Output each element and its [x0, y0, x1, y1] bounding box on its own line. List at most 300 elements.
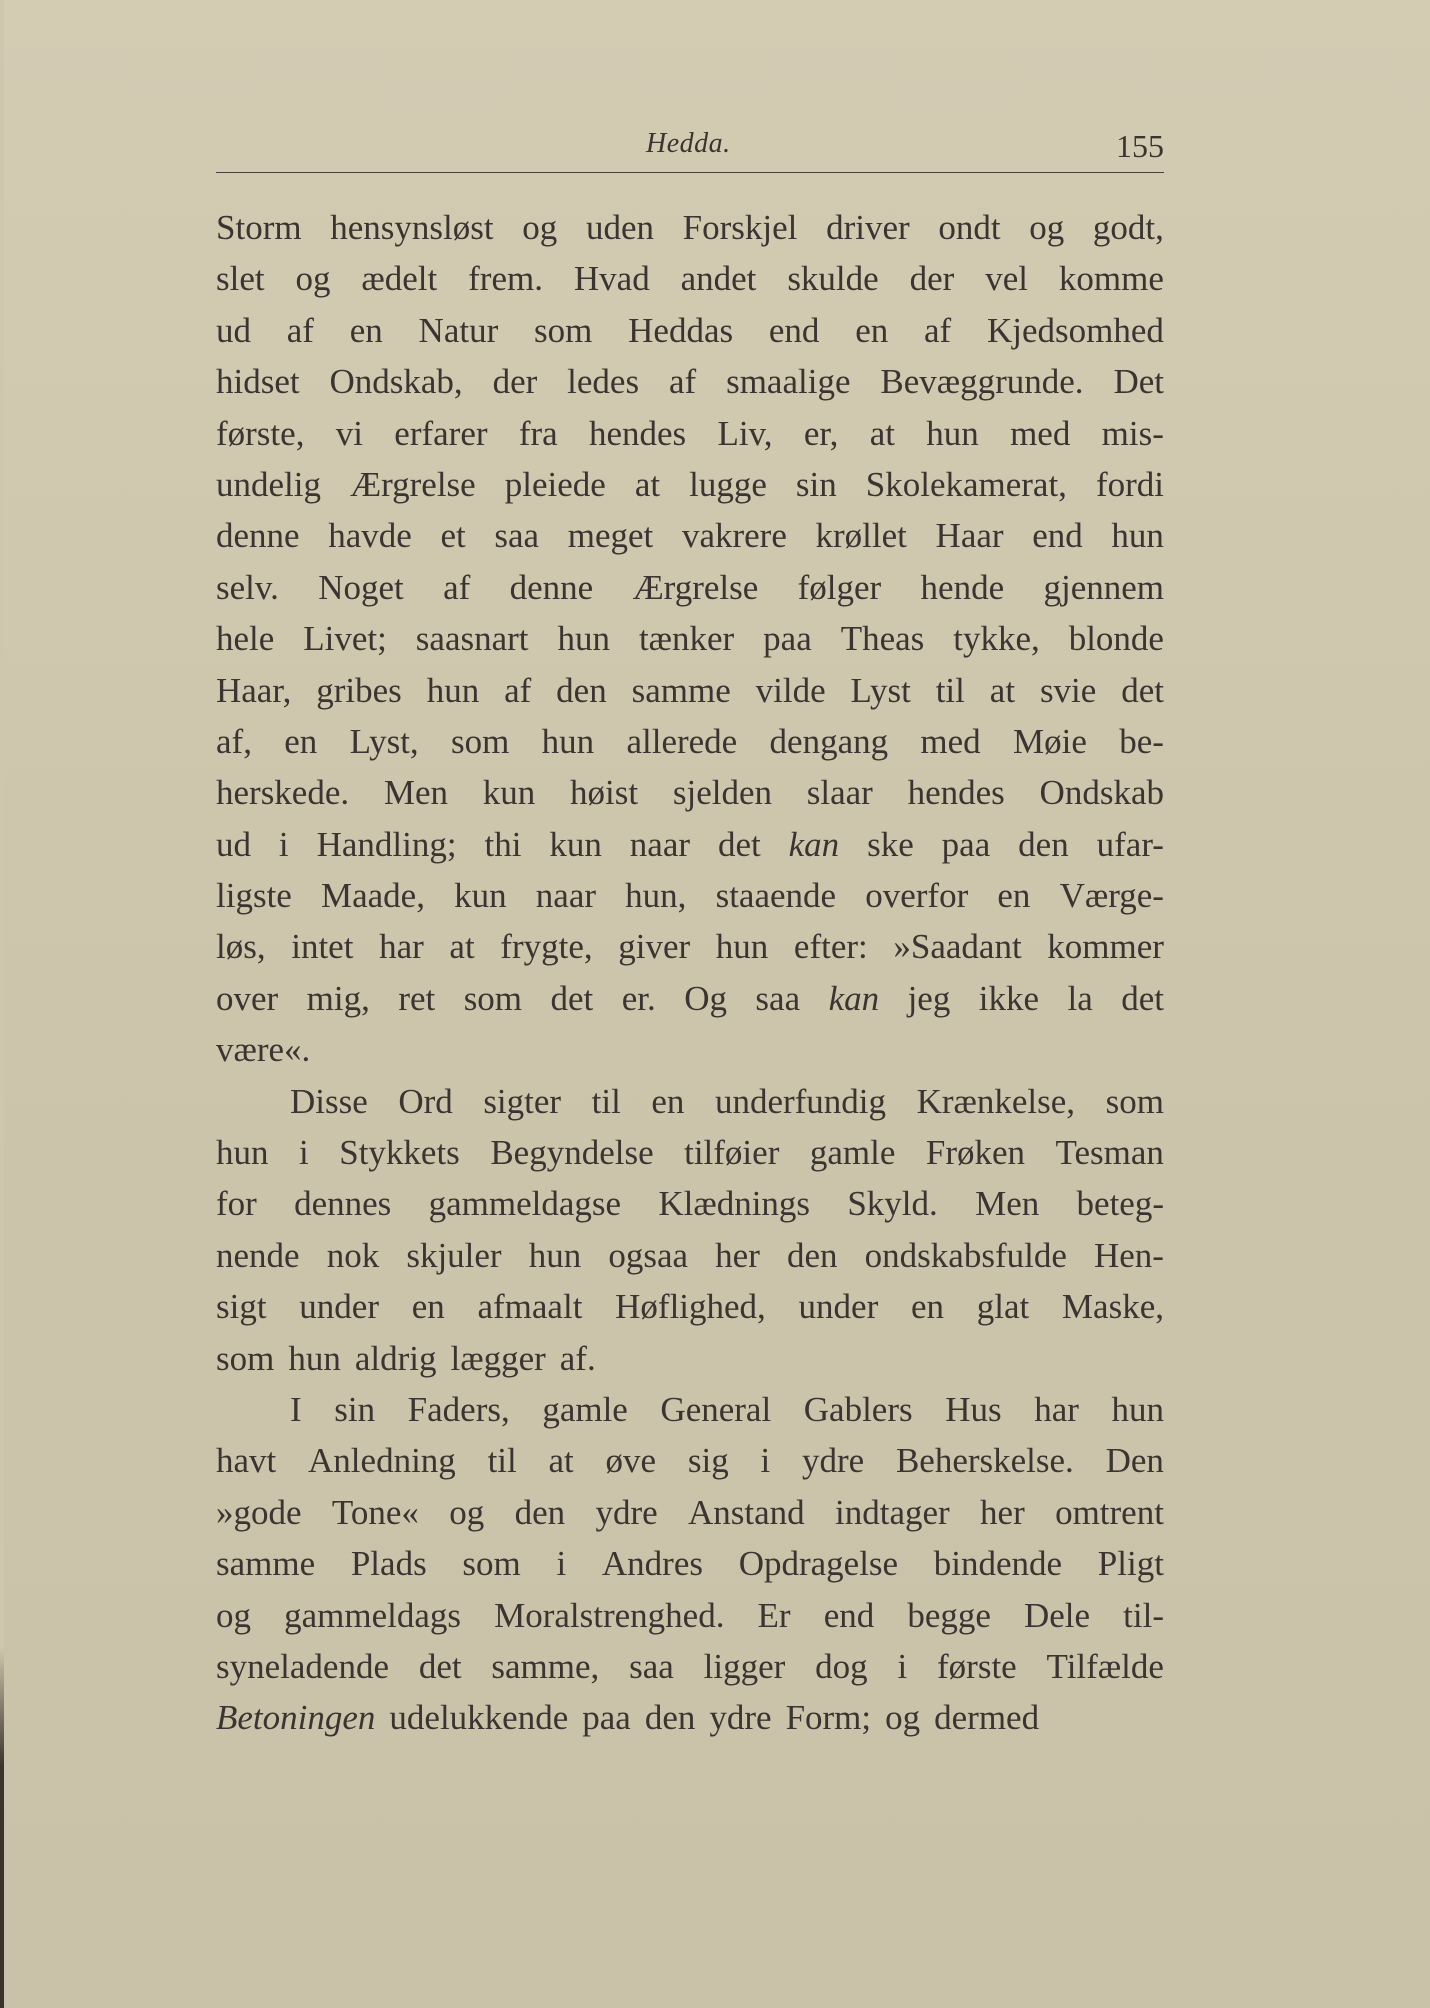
word: være«. [216, 1030, 311, 1070]
word: af. [559, 1338, 596, 1378]
word: godt, [1092, 208, 1164, 247]
word: driver [826, 208, 910, 247]
word: hun [926, 413, 979, 453]
word: saa [629, 1646, 674, 1686]
word: dog [815, 1646, 868, 1686]
word: gamle [809, 1133, 896, 1173]
word: kun [549, 824, 602, 864]
word: dennes [294, 1184, 392, 1224]
word: Maade, [320, 876, 425, 916]
word: ud [216, 824, 251, 864]
word: naar [535, 876, 597, 916]
text-line [216, 1590, 1164, 1641]
word: er, [803, 413, 839, 453]
word: Anledning [308, 1441, 456, 1481]
word: Handling; [316, 824, 457, 864]
word: Den [1105, 1441, 1164, 1481]
word: Natur [418, 310, 499, 350]
word: her [980, 1492, 1025, 1532]
word: allerede [626, 721, 738, 761]
word: for [216, 1184, 257, 1224]
word: til [591, 1081, 621, 1121]
word: Disse [290, 1081, 368, 1121]
word: Ord [398, 1081, 453, 1121]
word: underfundig [714, 1081, 887, 1121]
word: lugge [689, 464, 767, 504]
word: havde [328, 516, 412, 556]
word: en [910, 1287, 944, 1327]
word: hendes [907, 773, 1005, 813]
word: vilde [755, 670, 826, 710]
word: som [216, 1338, 275, 1378]
word: det [1121, 978, 1164, 1018]
word: lægger [450, 1338, 546, 1378]
word: be- [1119, 721, 1164, 761]
word: ufar- [1096, 824, 1164, 864]
word: I [290, 1389, 302, 1429]
word: fra [518, 413, 558, 453]
word: en [997, 876, 1031, 916]
word: Ondskab, [329, 362, 463, 402]
word: tilføier [684, 1133, 780, 1173]
word: paa [582, 1698, 631, 1738]
word: i [760, 1441, 771, 1481]
word: intet [291, 927, 354, 967]
word: ydre [709, 1698, 772, 1738]
text-line [216, 356, 1164, 407]
word: hensynsløst [330, 208, 494, 247]
word: bindende [933, 1544, 1063, 1584]
word: og [216, 1595, 251, 1635]
word: mig, [306, 978, 370, 1018]
word: Noget [318, 567, 404, 607]
word: kan [828, 978, 880, 1018]
word: ske [867, 824, 914, 864]
word: sin [795, 464, 837, 504]
word: Faders, [407, 1389, 510, 1429]
word: Andres [601, 1544, 703, 1584]
text-line [216, 921, 1164, 972]
word: Bevæggrunde. [880, 362, 1084, 402]
word: hun [1111, 516, 1164, 556]
word: Møie [1013, 721, 1087, 761]
word: Og [684, 978, 727, 1018]
word: til [487, 1441, 517, 1481]
word: Beherskelse. [895, 1441, 1074, 1481]
word: første [937, 1646, 1017, 1686]
running-header [216, 122, 1164, 172]
word: Kjedsomhed [986, 310, 1164, 350]
running-title: Hedda. [646, 128, 731, 159]
word: til [935, 670, 965, 710]
word: Moralstrenghed. [494, 1595, 725, 1635]
word: som [1105, 1081, 1164, 1121]
word: hun [1111, 1389, 1164, 1429]
word: samme [631, 670, 731, 710]
word: Stykkets [339, 1133, 460, 1173]
word: sigter [483, 1081, 562, 1121]
word: øve [605, 1441, 657, 1481]
text-line [216, 665, 1164, 716]
word: saa [494, 516, 540, 556]
word: Hus [945, 1389, 1002, 1429]
word: efter: [793, 927, 868, 967]
word: det [717, 824, 761, 864]
word: Tilfælde [1046, 1646, 1164, 1686]
word: selv. [216, 567, 279, 607]
text-line [216, 1281, 1164, 1332]
word: undelig [216, 464, 321, 504]
page-edge-shadow [0, 0, 4, 2008]
word: omtrent [1055, 1492, 1164, 1532]
word: kun [482, 773, 536, 813]
word: af [504, 670, 532, 710]
word: uden [585, 208, 654, 247]
word: over [216, 978, 279, 1018]
text-line [216, 1076, 1164, 1127]
word: sigt [216, 1287, 267, 1327]
word: end [768, 310, 820, 350]
word: i [299, 1133, 309, 1173]
word: paa [941, 824, 991, 864]
word: krøllet [815, 516, 907, 556]
word: Dele [1024, 1595, 1091, 1635]
word: i [897, 1646, 908, 1686]
word: det [1121, 670, 1164, 710]
text-line [216, 1384, 1164, 1435]
word: slet [216, 259, 265, 299]
word: Opdragelse [738, 1544, 899, 1584]
word: Frøken [925, 1133, 1026, 1173]
text-line [216, 305, 1164, 356]
word: hende [920, 567, 1005, 607]
text-line [216, 1178, 1164, 1229]
word: Krænkelse, [916, 1081, 1076, 1121]
word: overfor [865, 876, 969, 916]
word: vi [335, 413, 363, 453]
text-line [216, 1538, 1164, 1589]
text-line [216, 1435, 1164, 1486]
word: Betoningen [216, 1698, 376, 1738]
word: hendes [588, 413, 687, 453]
word: herskede. [216, 773, 350, 813]
word: Hvad [573, 259, 650, 299]
text-line [216, 1127, 1164, 1178]
word: thi [484, 824, 522, 864]
word: den [1018, 824, 1069, 864]
word: og [295, 259, 331, 299]
word: »Saadant [893, 927, 1022, 967]
word: Anstand [688, 1492, 805, 1532]
word: Plads [350, 1544, 427, 1584]
word: og [885, 1698, 921, 1738]
word: »gode [216, 1492, 302, 1532]
word: af [924, 310, 952, 350]
word: vel [985, 259, 1028, 299]
text-line [216, 973, 1164, 1024]
word: hun [541, 721, 595, 761]
word: gribes [316, 670, 402, 710]
word: af, [216, 721, 252, 761]
word: Theas [840, 619, 925, 659]
word: jeg [907, 978, 951, 1018]
word: denne [509, 567, 594, 607]
word: glat [976, 1287, 1030, 1327]
word: tænker [638, 619, 735, 659]
word: og [449, 1492, 485, 1532]
word: hun [288, 1338, 341, 1378]
text-line [216, 202, 1164, 253]
word: ret [398, 978, 436, 1018]
word: Det [1113, 362, 1164, 402]
word: af [443, 567, 471, 607]
word: frygte, [500, 927, 593, 967]
word: syneladende [216, 1646, 389, 1686]
word: der [492, 362, 538, 402]
word: gamle [542, 1389, 628, 1429]
word: der [909, 259, 955, 299]
word: dermed [934, 1698, 1040, 1738]
text-line [216, 253, 1164, 304]
word: Storm [216, 208, 302, 247]
word: kan [788, 824, 840, 864]
paragraph [216, 1384, 1164, 1744]
word: som [463, 978, 523, 1018]
word: til- [1123, 1595, 1164, 1635]
word: det [418, 1646, 462, 1686]
word: saa [755, 978, 801, 1018]
word: Livet; [303, 619, 387, 659]
word: hun [426, 670, 480, 710]
word: mis- [1101, 413, 1164, 453]
word: under [299, 1287, 379, 1327]
word: hun, [625, 876, 687, 916]
word: General [660, 1389, 772, 1429]
word: Ærgrelse [632, 567, 759, 607]
word: gammeldagse [428, 1184, 622, 1224]
word: Men [383, 773, 449, 813]
word: af [286, 310, 314, 350]
word: Skyld. [847, 1184, 938, 1224]
word: er. [621, 978, 656, 1018]
word: hun [528, 1235, 582, 1275]
word: beteg- [1076, 1184, 1164, 1224]
word: Er [757, 1595, 791, 1635]
word: kun [454, 876, 507, 916]
word: hun [557, 619, 610, 659]
word: har [1034, 1389, 1079, 1429]
word: tykke, [953, 619, 1040, 659]
text-line [216, 562, 1164, 613]
word: at [548, 1441, 574, 1481]
text-line [216, 716, 1164, 767]
word: at [989, 670, 1016, 710]
word: den [556, 670, 607, 710]
word: sjelden [672, 773, 773, 813]
word: gammeldags [284, 1595, 461, 1635]
word: aldrig [354, 1338, 437, 1378]
text-line [216, 1692, 1164, 1743]
word: smaalige [726, 362, 851, 402]
word: det [550, 978, 594, 1018]
word: sin [334, 1389, 376, 1429]
word: og [522, 208, 558, 247]
word: hidset [216, 362, 300, 402]
word: la [1067, 978, 1093, 1018]
word: Form; [785, 1698, 872, 1738]
word: Lyst, [349, 721, 419, 761]
paragraph [216, 1076, 1164, 1384]
word: meget [567, 516, 654, 556]
word: Skolekamerat, [865, 464, 1067, 504]
text-line [216, 1487, 1164, 1538]
word: Lyst [850, 670, 911, 710]
text-line [216, 613, 1164, 664]
text-line [216, 510, 1164, 561]
word: samme [216, 1544, 316, 1584]
text-line [216, 819, 1164, 870]
word: Hen- [1094, 1235, 1164, 1275]
word: indtager [835, 1492, 950, 1532]
word: Begyndelse [490, 1133, 654, 1173]
word: begge [907, 1595, 991, 1635]
word: Haar, [216, 670, 292, 710]
body-text [216, 202, 1164, 1744]
word: og [1029, 208, 1065, 247]
word: følger [797, 567, 882, 607]
word: ondskabsfulde [864, 1235, 1067, 1275]
word: udelukkende [389, 1698, 569, 1738]
word: ikke [978, 978, 1040, 1018]
word: ligste [216, 876, 292, 916]
word: andet [680, 259, 757, 299]
word: dengang [769, 721, 889, 761]
word: naar [629, 824, 691, 864]
word: at [449, 927, 475, 967]
text-line [216, 870, 1164, 921]
text-line [216, 408, 1164, 459]
word: hun [715, 927, 769, 967]
word: nok [326, 1235, 380, 1275]
header-rule [216, 172, 1164, 173]
word: en [855, 310, 889, 350]
text-line [216, 767, 1164, 818]
word: afmaalt [477, 1287, 583, 1327]
word: ondt [938, 208, 1001, 247]
word: vakrere [681, 516, 787, 556]
word: Ærgrelse [350, 464, 476, 504]
word: komme [1058, 259, 1164, 299]
word: blonde [1068, 619, 1164, 659]
word: end [1032, 516, 1083, 556]
word: ydre [595, 1492, 658, 1532]
word: med [1010, 413, 1071, 453]
word: giver [618, 927, 691, 967]
word: end [823, 1595, 875, 1635]
word: sig [687, 1441, 729, 1481]
word: ydre [801, 1441, 865, 1481]
page-number: 155 [1116, 128, 1164, 164]
word: Høflighed, [615, 1287, 766, 1327]
word: løs, [216, 927, 266, 967]
word: den [787, 1235, 838, 1275]
word: ædelt [361, 259, 438, 299]
word: som [450, 721, 510, 761]
word: Gablers [803, 1389, 913, 1429]
word: samme, [491, 1646, 600, 1686]
word: hele [216, 619, 275, 659]
text-line [216, 459, 1164, 510]
word: ledes [567, 362, 640, 402]
word: Maske, [1061, 1287, 1164, 1327]
word: Haar [935, 516, 1004, 556]
word: en [349, 310, 383, 350]
word: Heddas [628, 310, 734, 350]
word: staaende [715, 876, 837, 916]
word: svie [1039, 670, 1097, 710]
word: Pligt [1097, 1544, 1164, 1584]
word: Værge- [1059, 876, 1164, 916]
word: havt [216, 1441, 277, 1481]
word: saasnart [415, 619, 529, 659]
word: Forskjel [682, 208, 798, 247]
text-line [216, 1641, 1164, 1692]
word: en [284, 721, 318, 761]
word: skjuler [406, 1235, 502, 1275]
word: den [644, 1698, 696, 1738]
word: første, [216, 413, 305, 453]
word: gjennem [1043, 567, 1164, 607]
word: af [668, 362, 697, 402]
word: den [514, 1492, 566, 1532]
word: frem. [468, 259, 543, 299]
word: ud [216, 310, 251, 350]
word: et [440, 516, 466, 556]
word: pleiede [504, 464, 606, 504]
word: en [411, 1287, 445, 1327]
word: kommer [1047, 927, 1164, 967]
paragraph [216, 202, 1164, 1076]
word: Ondskab [1039, 773, 1164, 813]
word: hun [216, 1133, 269, 1173]
word: her [715, 1235, 760, 1275]
word: ligger [703, 1646, 786, 1686]
word: Men [975, 1184, 1040, 1224]
word: nende [216, 1235, 300, 1275]
word: som [462, 1544, 521, 1584]
word: i [278, 824, 289, 864]
text-line [216, 1333, 1164, 1384]
text-line [216, 1230, 1164, 1281]
word: Klædnings [658, 1184, 811, 1224]
word: en [651, 1081, 685, 1121]
word: i [556, 1544, 567, 1584]
word: høist [570, 773, 639, 813]
word: Liv, [717, 413, 773, 453]
word: paa [763, 619, 812, 659]
word: Tesman [1055, 1133, 1164, 1173]
word: med [920, 721, 981, 761]
word: Tone« [331, 1492, 419, 1532]
word: ogsaa [608, 1235, 689, 1275]
text-line [216, 1024, 1164, 1075]
word: under [798, 1287, 879, 1327]
word: slaar [806, 773, 873, 813]
word: at [869, 413, 895, 453]
word: skulde [787, 259, 879, 299]
word: erfarer [394, 413, 488, 453]
word: har [379, 927, 424, 967]
